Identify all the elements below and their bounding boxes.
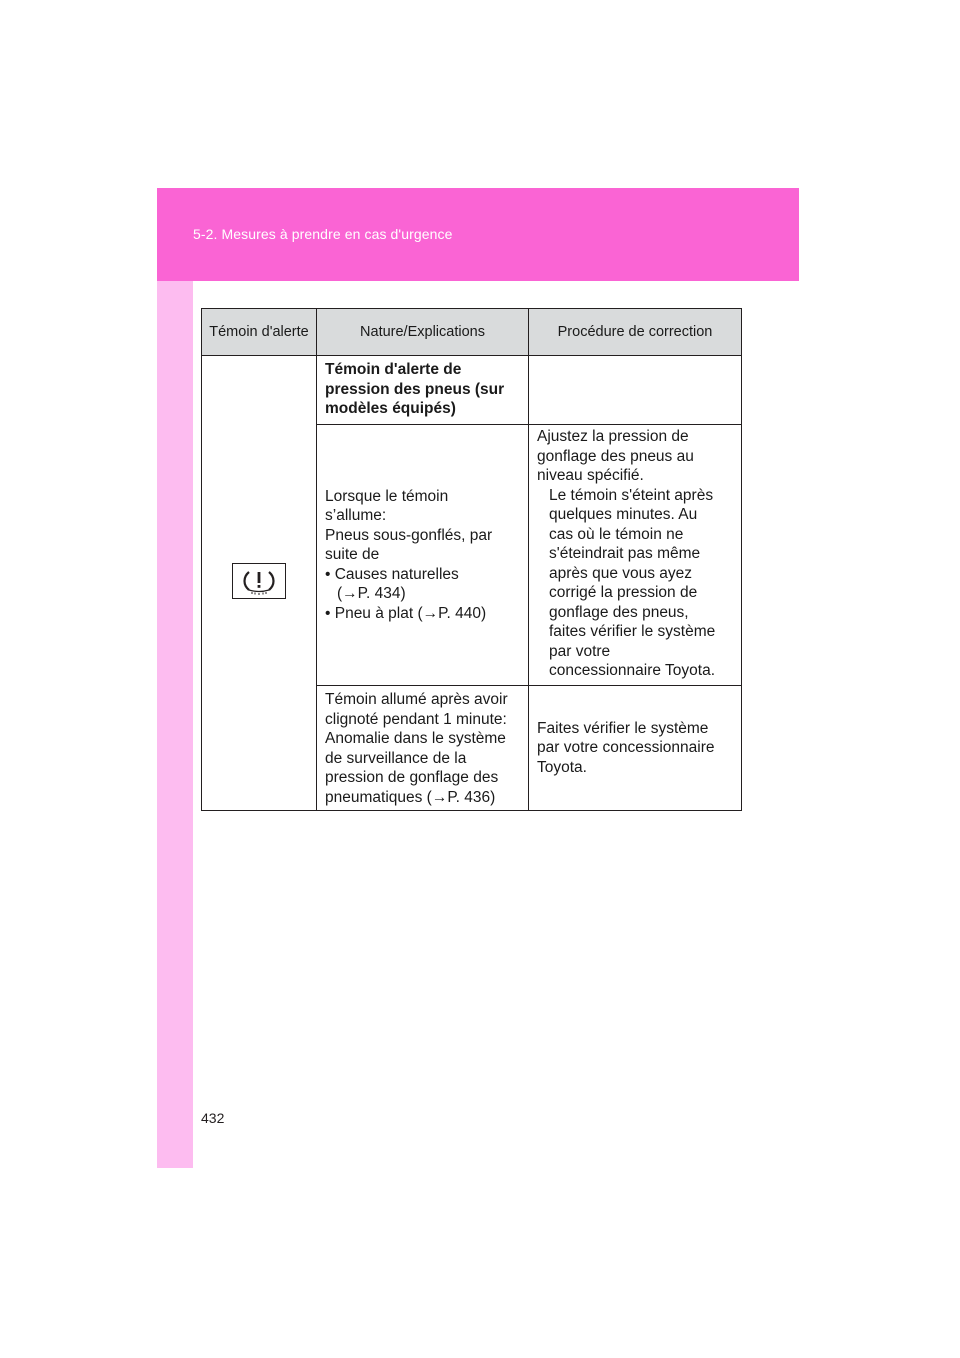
correction-line: Toyota.	[537, 758, 587, 776]
page-number: 432	[201, 1110, 225, 1126]
nature-line: Lorsque le témoin	[325, 487, 449, 505]
nature-cell	[317, 686, 529, 811]
title-cell	[317, 356, 529, 425]
warning-light-table	[201, 308, 742, 811]
section-title: 5-2. Mesures à prendre en cas d'urgence	[193, 226, 453, 242]
correction-note-line: s'éteindrait pas même	[549, 545, 701, 562]
side-tab-band	[157, 281, 193, 1168]
correction-note-line: après que vous ayez	[549, 564, 693, 582]
nature-line: s’allume:	[325, 507, 387, 525]
nature-line: Pneus sous-gonflés, par	[325, 526, 493, 544]
nature-line: • Causes naturelles	[325, 565, 459, 583]
correction-note-line: cas où le témoin ne	[549, 525, 684, 543]
correction-note-line: Le témoin s'éteint après	[549, 486, 714, 504]
nature-line: clignoté pendant 1 minute:	[325, 710, 507, 728]
nature-line: pneumatiques (→P. 436)	[325, 788, 496, 806]
nature-line: Anomalie dans le système	[325, 730, 506, 747]
correction-line: niveau spécifié.	[537, 467, 644, 484]
warning-title: Témoin d'alerte de pression des pneus (sur modèles équipés)	[325, 361, 505, 417]
icon-cell	[202, 356, 317, 811]
correction-note-line: gonflage des pneus,	[549, 603, 689, 621]
table-row	[202, 356, 742, 425]
tire-pressure-warning-icon	[232, 563, 286, 599]
empty-cell	[529, 356, 742, 425]
correction-note-line: par votre	[549, 642, 611, 660]
nature-line: Témoin allumé après avoir	[325, 691, 508, 708]
correction-line: gonflage des pneus au	[537, 447, 694, 465]
nature-cell	[317, 425, 529, 686]
header-correction: Procédure de correction	[529, 309, 742, 356]
correction-cell	[529, 686, 742, 811]
correction-cell	[529, 425, 742, 686]
correction-line: par votre concessionnaire	[537, 739, 715, 757]
table-header-row	[202, 309, 742, 356]
nature-line: pression de gonflage des	[325, 769, 499, 786]
correction-note-line: quelques minutes. Au	[549, 506, 698, 523]
nature-line: • Pneu à plat (→P. 440)	[325, 604, 487, 622]
correction-note-line: faites vérifier le système	[549, 623, 716, 640]
correction-note-line: corrigé la pression de	[549, 584, 698, 601]
header-warning-light: Témoin d'alerte	[202, 309, 317, 356]
nature-line: suite de	[325, 546, 380, 564]
header-nature: Nature/Explications	[317, 309, 529, 356]
page-reference: (→P. 434)	[337, 585, 406, 603]
nature-line: de surveillance de la	[325, 749, 467, 767]
correction-note-line: concessionnaire Toyota.	[549, 662, 716, 679]
correction-line: Faites vérifier le système	[537, 719, 709, 737]
correction-line: Ajustez la pression de	[537, 428, 689, 445]
